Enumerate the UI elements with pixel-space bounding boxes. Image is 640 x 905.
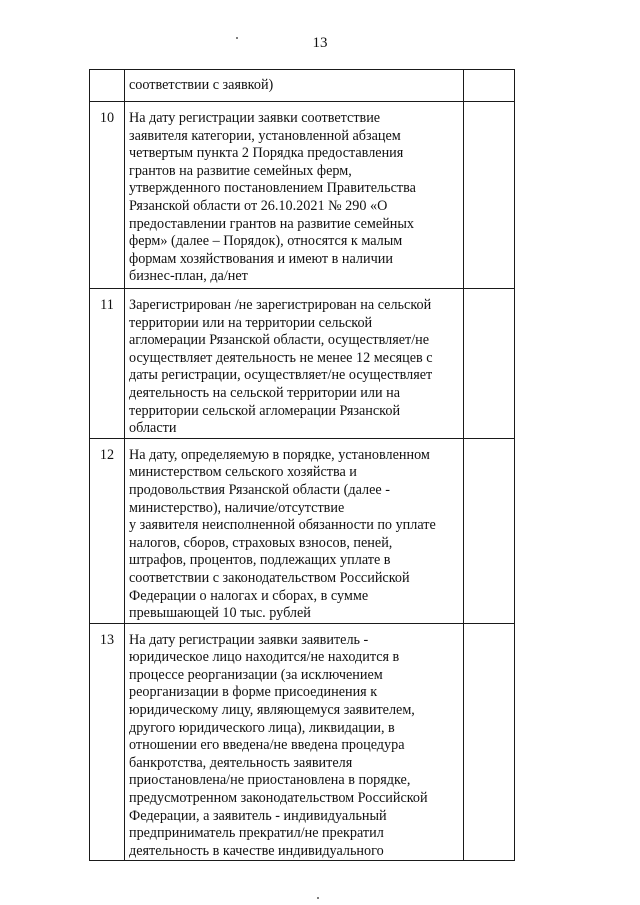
row-number-cell: 12 (90, 438, 125, 623)
criterion-text-cell: На дату регистрации заявки соответствие заявителя категории, установленной абзацем четвертым пункта 2 Порядка предоставления грантов на развитие семейных ферм, утвержденного постановлением Правительства Рязанской области от 26.10.2021 № 290 «О предоставлении грантов на развитие семейных ферм» (далее – Порядок), относятся к малым формам хозяйствования и имеют в наличии бизнес-план, да/нет (125, 102, 464, 289)
row-number-cell: 13 (90, 623, 125, 861)
criterion-text-cell: Зарегистрирован /не зарегистрирован на сельской территории или на территории сельской агломерации Рязанской области, осуществляет/не осуществляет деятельность не менее 12 месяцев с даты регистрации, осуществляет/не осуществляет деятельность на сельской территории или на территории сельской агломерации Рязанской области (125, 289, 464, 439)
table-row-10 (90, 102, 515, 289)
value-cell (464, 623, 515, 861)
criterion-text-cell: На дату, определяемую в порядке, установленном министерством сельского хозяйства и продовольствия Рязанской области (далее - министерство), наличие/отсутствие у заявителя неисполненной обязанности по уплате налогов, сборов, страховых взносов, пеней, штрафов, процентов, подлежащих уплате в соответствии с законодательством Российской Федерации о налогах и сборах, в сумме превышающей 10 тыс. рублей (125, 438, 464, 623)
row-number-cell: 10 (90, 102, 125, 289)
criteria-table (89, 69, 515, 861)
value-cell (464, 289, 515, 439)
value-cell (464, 438, 515, 623)
row-number-cell: 11 (90, 289, 125, 439)
table-row-11 (90, 289, 515, 439)
scan-speck (236, 37, 238, 39)
table-row-12 (90, 438, 515, 623)
criterion-text-cell: соответствии с заявкой) (125, 70, 464, 102)
criterion-text-cell: На дату регистрации заявки заявитель - юридическое лицо находится/не находится в процессе реорганизации (за исключением реорганизации в форме присоединения к юридическому лицу, являющемуся заявителем, другого юридического лица), ликвидации, в отношении его введена/не введена процедура банкротства, деятельность заявителя приостановлена/не приостановлена в порядке, предусмотренном законодательством Российской Федерации, а заявитель - индивидуальный предприниматель прекратил/не прекратил деятельность в качестве индивидуального (125, 623, 464, 861)
row-number-cell (90, 70, 125, 102)
scan-speck (317, 897, 319, 899)
value-cell (464, 102, 515, 289)
value-cell (464, 70, 515, 102)
page-number: 13 (312, 35, 328, 51)
table-row-continuation (90, 70, 515, 102)
table-row-13 (90, 623, 515, 861)
